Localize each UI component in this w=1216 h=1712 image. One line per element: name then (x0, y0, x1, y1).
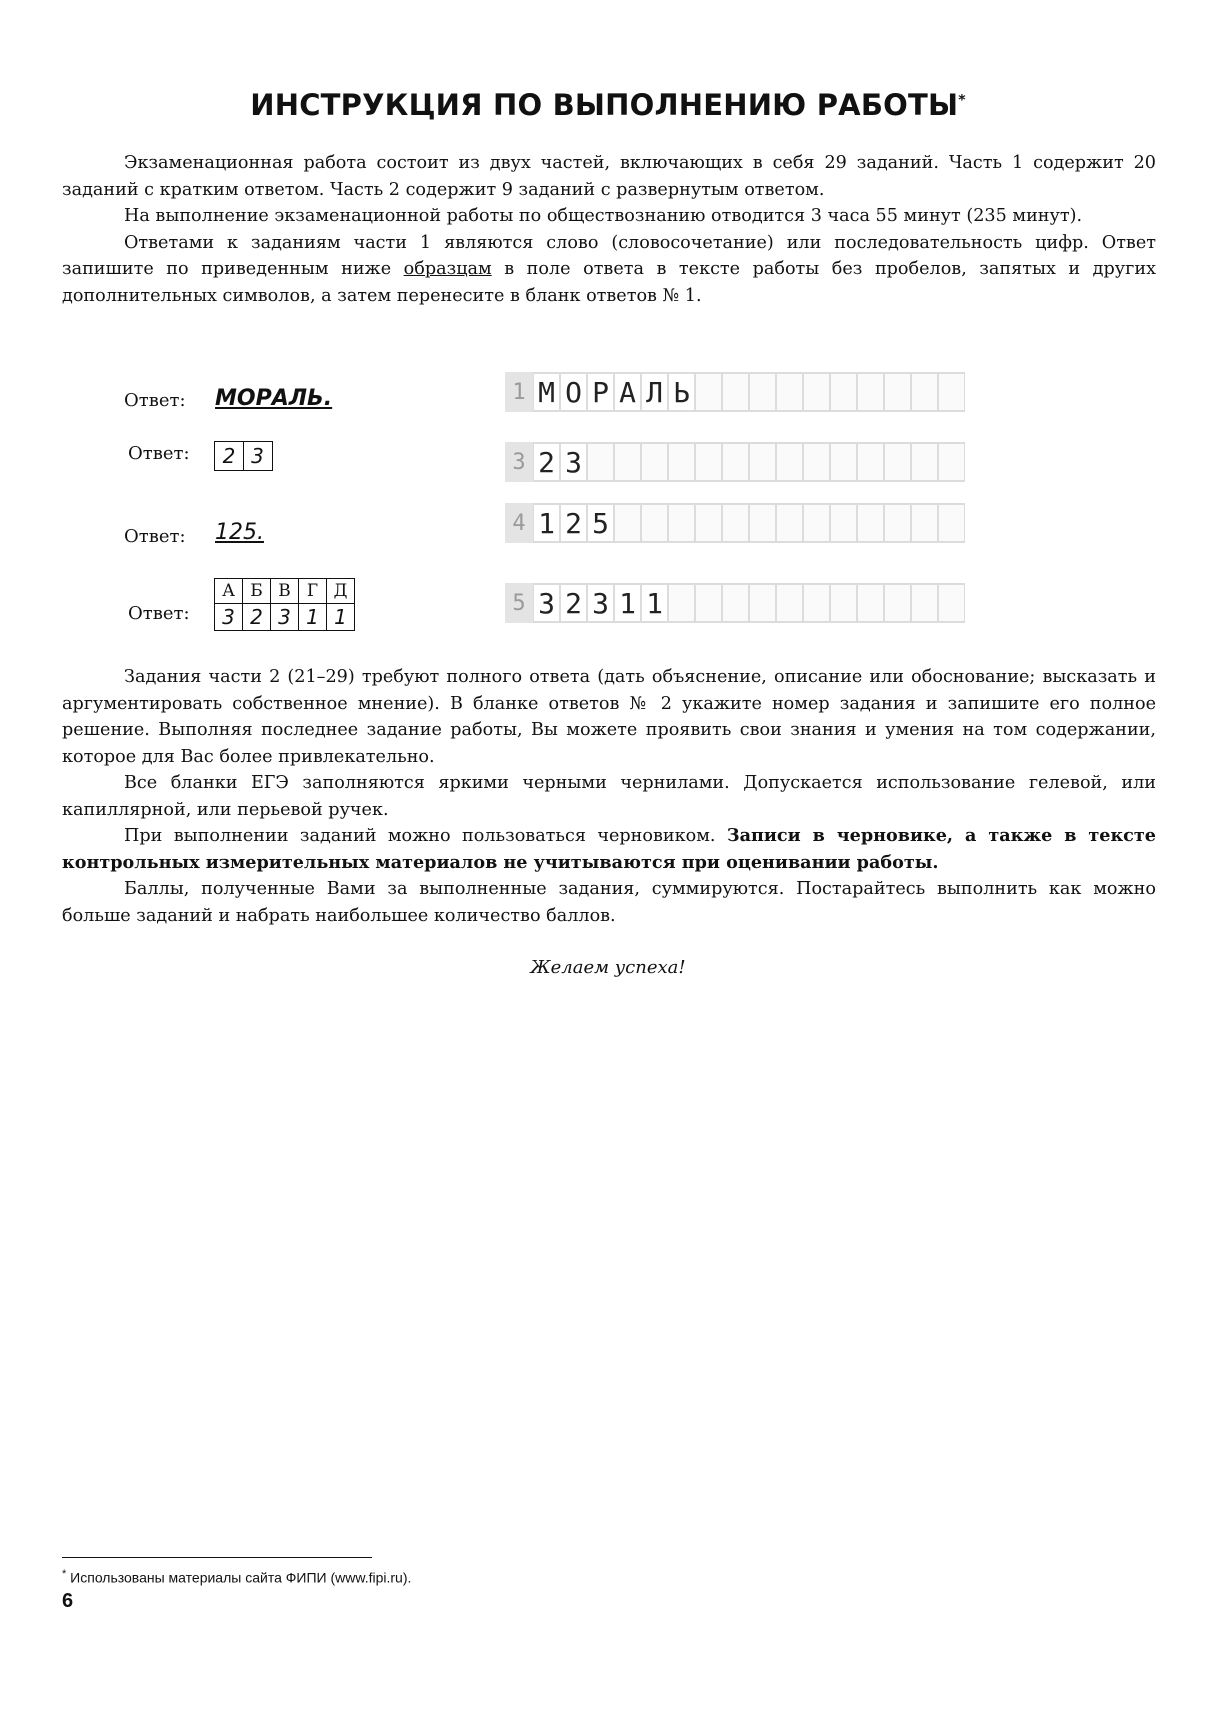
footnote (62, 1568, 411, 1586)
answer-form-cell (857, 583, 884, 623)
example-1-label: Ответ: (124, 390, 186, 411)
example-4-header: В (271, 579, 299, 604)
draft-warning: Записи в черновике, а также в тексте контрольных измерительных материалов не учитываются при оценивании работы. (62, 825, 1156, 873)
example-4-table (214, 578, 355, 631)
example-2-label: Ответ: (128, 443, 190, 464)
page-title (0, 88, 1216, 122)
example-2-cell: 3 (243, 441, 273, 471)
example-1-answer: МОРАЛЬ. (215, 386, 333, 411)
answer-form-cell (668, 442, 695, 482)
answer-form-cell: Л (641, 372, 668, 412)
example-4-value: 3 (271, 604, 299, 631)
answer-form-cell: 2 (560, 583, 587, 623)
answer-form-cell (668, 583, 695, 623)
example-2-cells (214, 441, 271, 471)
intro-p3-start: Ответами к заданиям части 1 являются слово (словосочетание) или последовательность цифр. Ответ запишите по приведенным ниже (62, 232, 1156, 279)
title-footnote-mark: * (958, 92, 966, 109)
example-4-value: 1 (327, 604, 355, 631)
answer-form-cell (749, 503, 776, 543)
closing-wish: Желаем успеха! (530, 957, 686, 978)
answer-form-cell: 1 (641, 583, 668, 623)
example-4-value: 2 (243, 604, 271, 631)
intro-paragraph-2: На выполнение экзаменационной работы по обществознанию отводится 3 часа 55 минут (235 минут). (124, 206, 1083, 226)
paragraph-part2: Задания части 2 (21–29) требуют полного ответа (дать объяснение, описание или обоснование; высказать и аргументировать собственное мнение). В бланке ответов № 2 укажите номер задания и запишите его полное решение. Выполняя последнее задание работы, Вы можете проявить свои знания и умения на том содержании, которое для Вас более привлекательно. (62, 667, 1156, 767)
answer-form-task-number: 5 (505, 583, 533, 623)
answer-form-row (505, 372, 965, 412)
example-4-header-row (215, 579, 355, 604)
answer-form-cell (668, 503, 695, 543)
example-4-header: Г (299, 579, 327, 604)
draft-note: При выполнении заданий можно пользоваться черновиком. (124, 826, 727, 846)
intro-text (62, 150, 1156, 309)
answer-form-cell (614, 442, 641, 482)
example-3-answer: 125. (215, 520, 264, 545)
answer-form-cell: 3 (587, 583, 614, 623)
intro-p3-end: в поле ответа в тексте работы без пробелов, запятых и других дополнительных символов, а затем перенесите в бланк ответов № 1. (62, 259, 1156, 306)
page-number: 6 (62, 1590, 74, 1612)
answer-form-cell (776, 442, 803, 482)
answer-form-cell (776, 372, 803, 412)
answer-form-cell (776, 503, 803, 543)
answer-form-cell (695, 442, 722, 482)
answer-form-cell (722, 583, 749, 623)
answer-form-cell (884, 442, 911, 482)
intro-paragraph-1: Экзаменационная работа состоит из двух частей, включающих в себя 29 заданий. Часть 1 содержит 20 заданий с кратким ответом. Часть 2 содержит 9 заданий с развернутым ответом. (62, 153, 1156, 200)
answer-form-cell (695, 583, 722, 623)
answer-form-cell (776, 583, 803, 623)
example-4-header: А (215, 579, 243, 604)
answer-form-cell (884, 583, 911, 623)
answer-form-cell (857, 442, 884, 482)
answer-form-cell (749, 583, 776, 623)
answer-form-cell (722, 442, 749, 482)
answer-form-cell (911, 372, 938, 412)
answer-form-cell: М (533, 372, 560, 412)
answer-form-cell (857, 372, 884, 412)
answer-form-cell: 2 (533, 442, 560, 482)
example-4-value: 3 (215, 604, 243, 631)
example-2-cell: 2 (214, 441, 244, 471)
answer-form-cell (587, 442, 614, 482)
paragraph-blanks: Все бланки ЕГЭ заполняются яркими черными чернилами. Допускается использование гелевой, или капиллярной, или перьевой ручек. (62, 773, 1156, 820)
answer-form-cell (749, 442, 776, 482)
answer-form-cell (722, 372, 749, 412)
answer-form-cell (884, 503, 911, 543)
answer-form-cell: 3 (560, 442, 587, 482)
example-4-header: Д (327, 579, 355, 604)
answer-form-cell: Ь (668, 372, 695, 412)
answer-form-cell (830, 442, 857, 482)
answer-form-cell (830, 372, 857, 412)
answer-form-cell: О (560, 372, 587, 412)
answer-form-cell: А (614, 372, 641, 412)
answer-form-cell (695, 503, 722, 543)
title-text: ИНСТРУКЦИЯ ПО ВЫПОЛНЕНИЮ РАБОТЫ (250, 88, 959, 122)
answer-form-cell (803, 503, 830, 543)
answer-form-cell (830, 583, 857, 623)
answer-form-cell (911, 503, 938, 543)
answer-form-cell (803, 372, 830, 412)
answer-form-cell (911, 442, 938, 482)
paragraph-scores: Баллы, полученные Вами за выполненные задания, суммируются. Постарайтесь выполнить как можно больше заданий и набрать наибольшее количество баллов. (62, 879, 1156, 926)
footnote-text: Использованы материалы сайта ФИПИ (www.fipi.ru). (70, 1569, 412, 1586)
intro-paragraph-3 (62, 230, 1156, 310)
answer-form-cell (803, 442, 830, 482)
answer-form-cell (641, 503, 668, 543)
answer-form-cell (938, 503, 965, 543)
answer-form-cell (884, 372, 911, 412)
answer-form-cell (911, 583, 938, 623)
example-4-header: Б (243, 579, 271, 604)
answer-form-row (505, 442, 965, 482)
answer-form-cell (938, 442, 965, 482)
answer-form-cell (857, 503, 884, 543)
part2-text (62, 664, 1156, 929)
example-3-label: Ответ: (124, 526, 186, 547)
answer-form-cell (749, 372, 776, 412)
answer-form-cell (938, 372, 965, 412)
answer-form-cell: 2 (560, 503, 587, 543)
answer-form-cell: Р (587, 372, 614, 412)
answer-form-cell (938, 583, 965, 623)
answer-form-task-number: 1 (505, 372, 533, 412)
answer-form-cell: 1 (614, 583, 641, 623)
example-4-value-row (215, 604, 355, 631)
footnote-mark: * (62, 1568, 67, 1580)
answer-form-cell (695, 372, 722, 412)
samples-word: образцам (403, 259, 492, 279)
paragraph-draft (62, 823, 1156, 876)
example-4-label: Ответ: (128, 603, 190, 624)
answer-form-cell (641, 442, 668, 482)
answer-form-cell (614, 503, 641, 543)
answer-form-cell (722, 503, 749, 543)
answer-form-task-number: 4 (505, 503, 533, 543)
answer-form-task-number: 3 (505, 442, 533, 482)
answer-form-row (505, 583, 965, 623)
answer-form-cell: 3 (533, 583, 560, 623)
footnote-divider (62, 1557, 372, 1558)
answer-form-cell (803, 583, 830, 623)
answer-form-cell: 5 (587, 503, 614, 543)
answer-form-cell (830, 503, 857, 543)
example-4-value: 1 (299, 604, 327, 631)
answer-form-row (505, 503, 965, 543)
answer-form-cell: 1 (533, 503, 560, 543)
